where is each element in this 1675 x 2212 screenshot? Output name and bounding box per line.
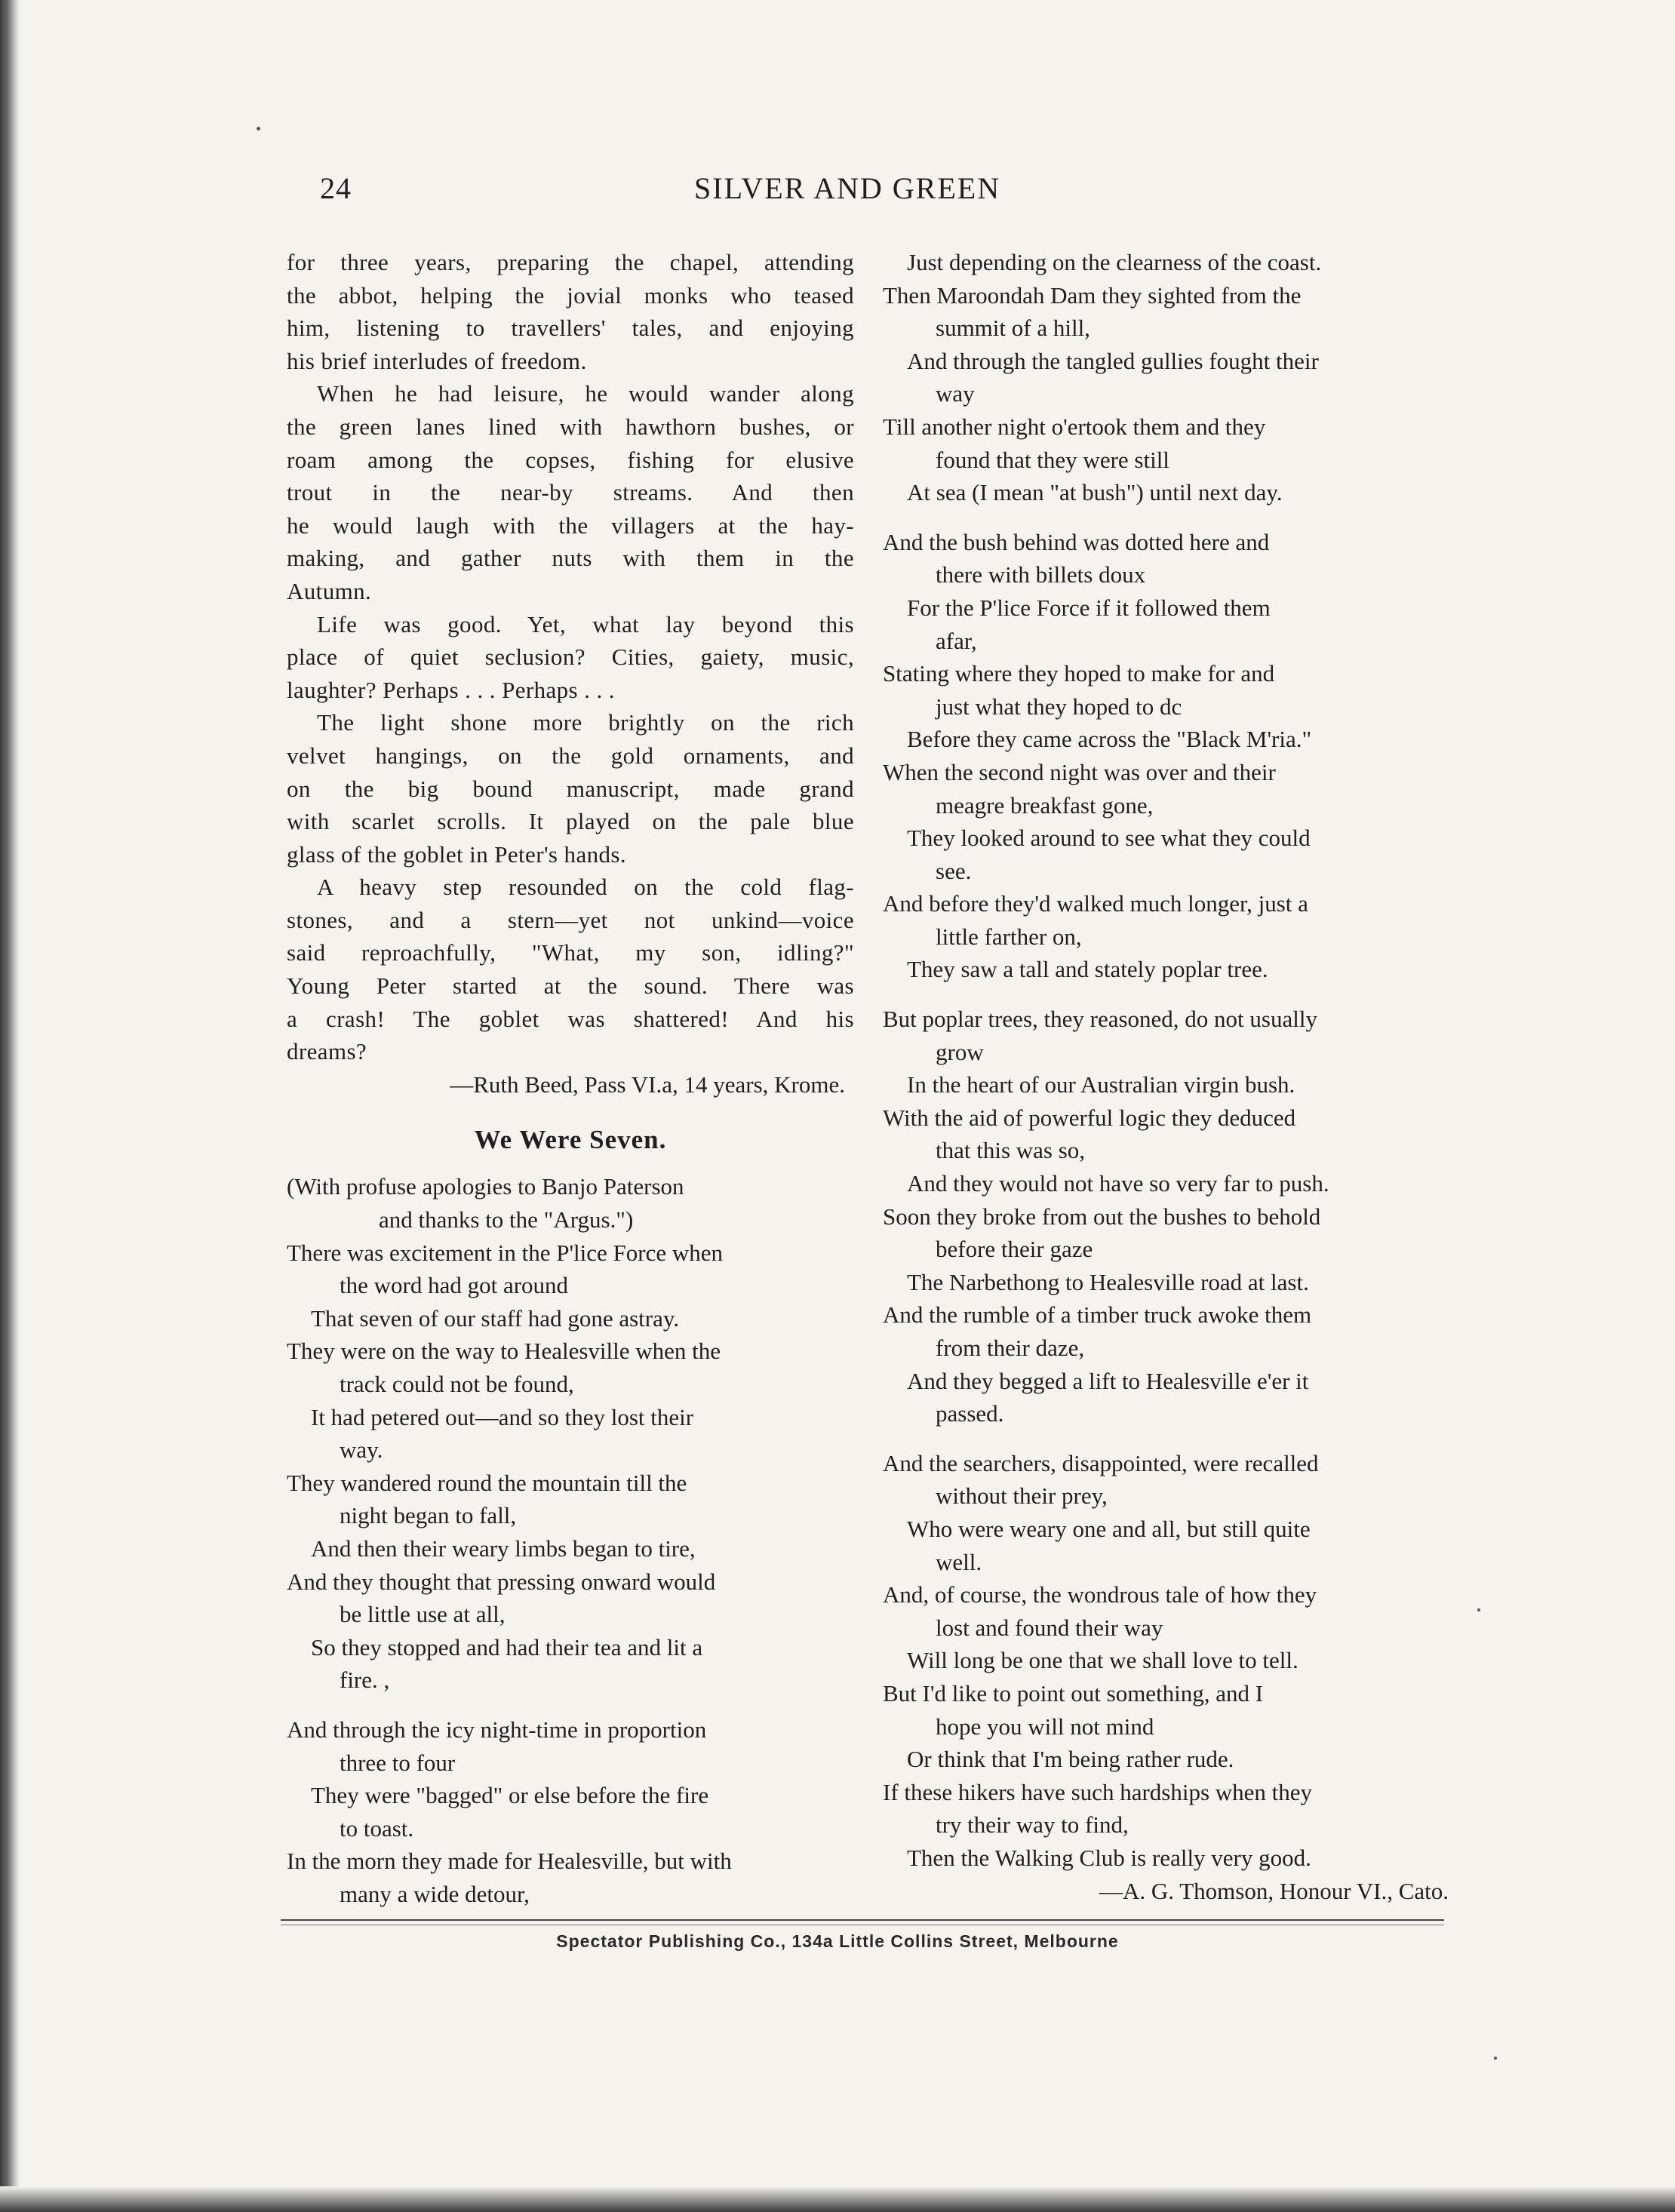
poem-line: night began to fall, — [340, 1502, 517, 1529]
poem-line: For the P'lice Force if it followed them — [907, 594, 1271, 621]
scan-speck — [1494, 2057, 1497, 2060]
poem-line: And then their weary limbs began to tire, — [311, 1535, 696, 1562]
poem-line: There was excitement in the P'lice Force when — [287, 1239, 724, 1266]
story-line: with scarlet scrolls. It played on the pale blue — [287, 808, 854, 835]
scan-speck — [1477, 1608, 1480, 1611]
poem-line: well. — [936, 1548, 982, 1575]
story-line: Young Peter started at the sound. There was — [287, 972, 854, 1000]
page-header — [0, 171, 1675, 216]
poem-line: And they begged a lift to Healesville e'er it — [907, 1367, 1309, 1394]
poem-line: see. — [936, 857, 972, 884]
story-line: When he had leisure, he would wander along — [317, 380, 854, 407]
poem-line: summit of a hill, — [936, 315, 1090, 342]
poem-line: Or think that I'm being rather rude. — [907, 1746, 1234, 1773]
poem-line: lost and found their way — [936, 1614, 1163, 1641]
story-line: him, listening to travellers' tales, and enjoying — [287, 315, 854, 342]
story-line: laughter? Perhaps . . . Perhaps . . . — [287, 676, 615, 703]
poem-line: Stating where they hoped to make for and — [883, 660, 1275, 687]
story-line: A heavy step resounded on the cold flag- — [317, 874, 854, 901]
page-edge-shadow — [0, 0, 20, 2212]
story-line: velvet hangings, on the gold ornaments, and — [287, 742, 854, 769]
story-line: Life was good. Yet, what lay beyond this — [317, 610, 854, 637]
poem-subtitle: and thanks to the "Argus.") — [379, 1206, 634, 1233]
poem-line: track could not be found, — [340, 1371, 574, 1397]
story-line: The light shone more brightly on the rich — [317, 709, 854, 736]
poem-line: from their daze, — [936, 1335, 1085, 1361]
poem-line: to toast. — [340, 1814, 414, 1842]
poem-line: the word had got around — [340, 1272, 569, 1299]
poem-line: When the second night was over and their — [883, 758, 1276, 785]
story-text — [287, 246, 854, 1068]
poem-stanza — [883, 246, 1458, 509]
poem-line: there with billets doux — [936, 561, 1146, 588]
story-author-credit: —Ruth Beed, Pass VI.a, 14 years, Krome. — [450, 1071, 845, 1098]
poem-line: way. — [340, 1436, 383, 1464]
story-line: place of quiet seclusion? Cities, gaiety, music, — [287, 644, 854, 671]
story-line: trout in the near-by streams. And then — [287, 479, 854, 506]
story-line: on the big bound manuscript, made grand — [287, 775, 854, 802]
story-line: making, and gather nuts with them in the — [287, 545, 854, 572]
poem-line: way — [936, 380, 975, 407]
poem-line: They saw a tall and stately poplar tree. — [907, 956, 1268, 983]
stanza-gap — [883, 986, 1458, 1003]
poem-line: afar, — [936, 627, 977, 654]
poem-line: And through the tangled gullies fought their — [907, 347, 1319, 374]
poem-stanza — [883, 526, 1458, 986]
poem-stanza — [883, 1003, 1458, 1430]
poem-line: The Narbethong to Healesville road at last. — [907, 1268, 1309, 1295]
poem-line: grow — [936, 1038, 984, 1065]
poem-line: And the searchers, disappointed, were recalled — [883, 1449, 1319, 1476]
poem-line: before their gaze — [936, 1236, 1093, 1263]
poem-line: that this was so, — [936, 1137, 1086, 1164]
story-line: he would laugh with the villagers at the hay- — [287, 512, 854, 539]
poem-line: Just depending on the clearness of the coast. — [907, 249, 1322, 275]
story-line: said reproachfully, "What, my son, idling?" — [287, 939, 854, 966]
poem-title: We Were Seven. — [474, 1125, 667, 1155]
poem-line: Then the Walking Club is really very good. — [907, 1844, 1311, 1871]
poem-line: And they would not have so very far to push. — [907, 1170, 1329, 1197]
stanza-gap — [883, 509, 1458, 526]
poem-line: Will long be one that we shall love to tell. — [907, 1647, 1299, 1674]
page-bottom-shadow — [0, 2186, 1675, 2212]
right-column — [883, 246, 1458, 1907]
poem-line: But I'd like to point out something, and I — [883, 1679, 1264, 1707]
poem-line: And through the icy night-time in proportion — [287, 1716, 707, 1743]
left-column — [287, 246, 854, 1911]
poem-line: They wandered round the mountain till the — [287, 1469, 687, 1496]
poem-line: But poplar trees, they reasoned, do not usually — [883, 1006, 1317, 1033]
poem-subtitle: (With profuse apologies to Banjo Paterson — [287, 1173, 684, 1200]
story-line: the abbot, helping the jovial monks who teased — [287, 281, 854, 309]
poem-line: At sea (I mean "at bush") until next day. — [907, 479, 1283, 506]
story-line: the green lanes lined with hawthorn bushes, or — [287, 413, 854, 440]
poem-line: They were on the way to Healesville when the — [287, 1338, 721, 1365]
poem-line: little farther on, — [936, 923, 1082, 950]
poem-line: In the morn they made for Healesville, but with — [287, 1848, 732, 1875]
poem-stanza — [287, 1713, 854, 1911]
story-line: for three years, preparing the chapel, attending — [287, 249, 854, 275]
poem-line: And they thought that pressing onward would — [287, 1568, 716, 1595]
poem-line: Till another night o'ertook them and they — [883, 413, 1266, 440]
poem-line: That seven of our staff had gone astray. — [311, 1304, 680, 1332]
poem-stanza — [883, 1447, 1458, 1875]
story-line: stones, and a stern—yet not unkind—voice — [287, 906, 854, 933]
poem-line: And, of course, the wondrous tale of how they — [883, 1581, 1317, 1608]
poem-line: If these hikers have such hardships when they — [883, 1778, 1313, 1805]
stanza-gap — [287, 1697, 854, 1713]
poem-author-credit: —A. G. Thomson, Honour VI., Cato. — [1099, 1877, 1449, 1904]
poem-line: fire. , — [340, 1667, 390, 1694]
poem-line: So they stopped and had their tea and lit a — [311, 1633, 703, 1661]
poem-line: found that they were still — [936, 446, 1169, 473]
poem-line: passed. — [936, 1400, 1004, 1427]
poem-line: And the rumble of a timber truck awoke them — [883, 1301, 1312, 1329]
story-line: dreams? — [287, 1038, 367, 1065]
poem-line: Who were weary one and all, but still quite — [907, 1515, 1311, 1542]
running-title: SILVER AND GREEN — [694, 171, 1001, 205]
poem-line: Before they came across the "Black M'ria." — [907, 726, 1312, 753]
stanza-gap — [883, 1430, 1458, 1447]
poem-line: just what they hoped to dc — [936, 693, 1182, 720]
poem-line: hope you will not mind — [936, 1713, 1154, 1740]
poem-line: Soon they broke from out the bushes to behold — [883, 1203, 1321, 1230]
poem-line: They looked around to see what they could — [907, 825, 1311, 852]
poem-line: In the heart of our Australian virgin bush. — [907, 1071, 1295, 1098]
page-number: 24 — [320, 171, 352, 205]
poem-line: It had petered out—and so they lost their — [311, 1403, 694, 1430]
poem-line: And the bush behind was dotted here and — [883, 528, 1270, 555]
footer-rule — [281, 1919, 1444, 1921]
poem-line: They were "bagged" or else before the fire — [311, 1782, 709, 1809]
poem-line: Then Maroondah Dam they sighted from the — [883, 281, 1302, 309]
poem-line: try their way to find, — [936, 1811, 1129, 1839]
printer-imprint: Spectator Publishing Co., 134a Little Collins Street, Melbourne — [556, 1931, 1119, 1951]
story-line: his brief interludes of freedom. — [287, 347, 587, 374]
poem-line: With the aid of powerful logic they deduced — [883, 1104, 1296, 1131]
story-line: Autumn. — [287, 577, 372, 604]
poem-line: many a wide detour, — [340, 1880, 530, 1907]
poem-line: three to four — [340, 1749, 456, 1776]
story-line: a crash! The goblet was shattered! And his — [287, 1005, 854, 1032]
poem-line: be little use at all, — [340, 1601, 506, 1628]
scan-speck — [257, 127, 260, 131]
story-line: glass of the goblet in Peter's hands. — [287, 840, 627, 868]
poem-stanza — [287, 1237, 854, 1697]
poem-line: meagre breakfast gone, — [936, 791, 1154, 819]
story-line: roam among the copses, fishing for elusive — [287, 446, 854, 473]
poem-line: And before they'd walked much longer, just a — [883, 890, 1308, 917]
poem-line: without their prey, — [936, 1482, 1108, 1510]
